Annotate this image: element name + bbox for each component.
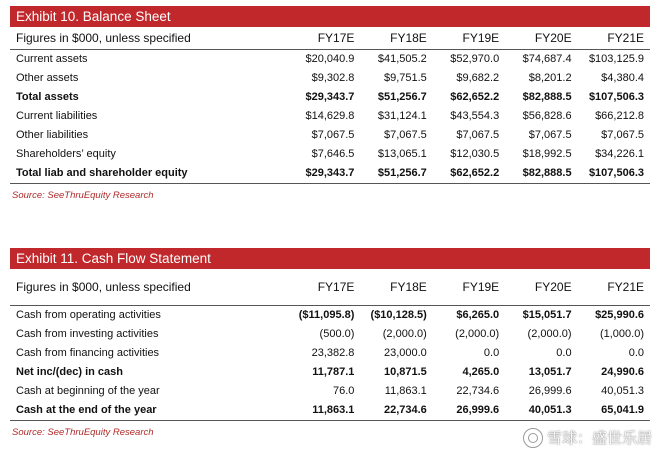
cell-value: $31,124.1 (377, 110, 427, 122)
table-row (10, 107, 650, 126)
cell-value: $9,751.5 (383, 72, 427, 84)
cell-value: 13,051.7 (528, 366, 572, 378)
cell-value: $8,201.2 (528, 72, 572, 84)
balance-sheet-table (10, 27, 650, 184)
cell-value: $14,629.8 (305, 110, 355, 122)
cell-value: $7,646.5 (311, 148, 355, 160)
watermark-text: 雪球：盛世乐居 (546, 429, 652, 447)
cell-value: $107,506.3 (578, 164, 650, 184)
column-header: FY21E (578, 269, 650, 306)
cell-value: $66,212.8 (595, 110, 644, 122)
cell-value: $103,125.9 (588, 53, 644, 65)
cell-value: $15,051.7 (522, 309, 572, 321)
table-row (10, 306, 650, 326)
cell-value: 26,999.6 (433, 401, 505, 421)
cell-value: 40,051.3 (601, 385, 644, 397)
source-note: Source: SeeThruEquity Research (12, 190, 154, 201)
table-row (10, 325, 650, 344)
cell-value: $29,343.7 (288, 164, 360, 184)
cell-value: $7,067.5 (311, 129, 355, 141)
column-header: FY18E (360, 27, 432, 50)
table-header-row (10, 27, 650, 50)
table-row (10, 88, 650, 107)
cell-value: (2,000.0) (527, 328, 572, 340)
table-row (10, 145, 650, 164)
cell-value: $7,067.5 (456, 129, 500, 141)
table-row (10, 50, 650, 70)
cell-value: $34,226.1 (595, 148, 644, 160)
cell-value: $29,343.7 (305, 91, 355, 103)
cell-value: 0.0 (628, 347, 644, 359)
cell-value: 40,051.3 (505, 401, 577, 421)
column-header: FY20E (505, 27, 577, 50)
cell-value: ($11,095.8) (298, 309, 355, 321)
cell-value: $25,990.6 (595, 309, 644, 321)
cell-value: 23,382.8 (311, 347, 355, 359)
table-row (10, 382, 650, 401)
cell-value: $6,265.0 (456, 309, 500, 321)
row-label: Cash from financing activities (16, 347, 160, 359)
cell-value: $51,256.7 (377, 91, 427, 103)
cell-value: $4,380.4 (601, 72, 644, 84)
cell-value: $41,505.2 (377, 53, 427, 65)
cell-value: 23,000.0 (383, 347, 427, 359)
row-label: Net inc/(dec) in cash (16, 366, 123, 378)
column-header: FY20E (505, 269, 577, 306)
watermark (523, 427, 652, 448)
row-label: Shareholders’ equity (16, 148, 116, 160)
header-label: Figures in $000, unless specified (10, 27, 288, 50)
row-label: Total liab and shareholder equity (10, 164, 288, 184)
cell-value: $7,067.5 (383, 129, 427, 141)
snowball-logo-icon (523, 428, 543, 448)
cell-value: 11,863.1 (384, 385, 427, 397)
table-row (10, 344, 650, 363)
cell-value: $56,828.6 (522, 110, 572, 122)
cell-value: $82,888.5 (522, 91, 572, 103)
row-label: Other liabilities (16, 129, 89, 141)
column-header: FY19E (433, 269, 505, 306)
cell-value: 10,871.5 (383, 366, 427, 378)
cell-value: 0.0 (556, 347, 572, 359)
source-note: Source: SeeThruEquity Research (12, 427, 154, 438)
cell-value: (500.0) (319, 328, 355, 340)
cash-flow-table (10, 269, 650, 421)
cell-value: $13,065.1 (377, 148, 427, 160)
cell-value: $7,067.5 (528, 129, 572, 141)
header-label: Figures in $000, unless specified (10, 269, 288, 306)
row-label: Current liabilities (16, 110, 98, 122)
table-row (10, 126, 650, 145)
column-header: FY21E (578, 27, 650, 50)
cell-value: $51,256.7 (360, 164, 432, 184)
cell-value: 26,999.6 (528, 385, 572, 397)
cell-value: 0.0 (483, 347, 500, 359)
row-label: Cash at the end of the year (10, 401, 288, 421)
cell-value: 22,734.6 (360, 401, 432, 421)
table-header-row (10, 269, 650, 306)
cell-value: $107,506.3 (588, 91, 644, 103)
cell-value: $7,067.5 (601, 129, 644, 141)
row-label: Total assets (16, 91, 79, 103)
cell-value: (2,000.0) (455, 328, 500, 340)
cell-value: $18,992.5 (522, 148, 572, 160)
cell-value: $9,302.8 (311, 72, 355, 84)
cell-value: 22,734.6 (456, 385, 500, 397)
cell-value: 11,863.1 (288, 401, 360, 421)
row-label: Other assets (16, 72, 79, 84)
cell-value: 65,041.9 (578, 401, 650, 421)
cell-value: 76.0 (332, 385, 355, 397)
cell-value: $12,030.5 (450, 148, 500, 160)
cell-value: ($10,128.5) (370, 309, 427, 321)
column-header: FY17E (288, 27, 360, 50)
cell-value: 24,990.6 (601, 366, 644, 378)
table-row (10, 69, 650, 88)
cell-value: (1,000.0) (599, 328, 644, 340)
table-row (10, 363, 650, 382)
cell-value: $9,682.2 (456, 72, 500, 84)
column-header: FY18E (360, 269, 432, 306)
cell-value: $82,888.5 (505, 164, 577, 184)
column-header: FY19E (433, 27, 505, 50)
cell-value: $62,652.2 (450, 91, 500, 103)
exhibit-title: Exhibit 11. Cash Flow Statement (10, 248, 650, 269)
cell-value: $74,687.4 (522, 53, 572, 65)
exhibit-title: Exhibit 10. Balance Sheet (10, 6, 650, 27)
cell-value: (2,000.0) (382, 328, 427, 340)
table-row (10, 164, 650, 184)
row-label: Cash from operating activities (16, 309, 161, 321)
table-row (10, 401, 650, 421)
cell-value: 4,265.0 (462, 366, 500, 378)
cell-value: $20,040.9 (305, 53, 355, 65)
cell-value: $52,970.0 (450, 53, 500, 65)
row-label: Current assets (16, 53, 88, 65)
row-label: Cash at beginning of the year (16, 385, 160, 397)
cell-value: $43,554.3 (450, 110, 500, 122)
balance-sheet-exhibit (10, 6, 650, 201)
cash-flow-exhibit (10, 248, 650, 438)
cell-value: 11,787.1 (312, 366, 355, 378)
row-label: Cash from investing activities (16, 328, 159, 340)
cell-value: $62,652.2 (433, 164, 505, 184)
column-header: FY17E (288, 269, 360, 306)
